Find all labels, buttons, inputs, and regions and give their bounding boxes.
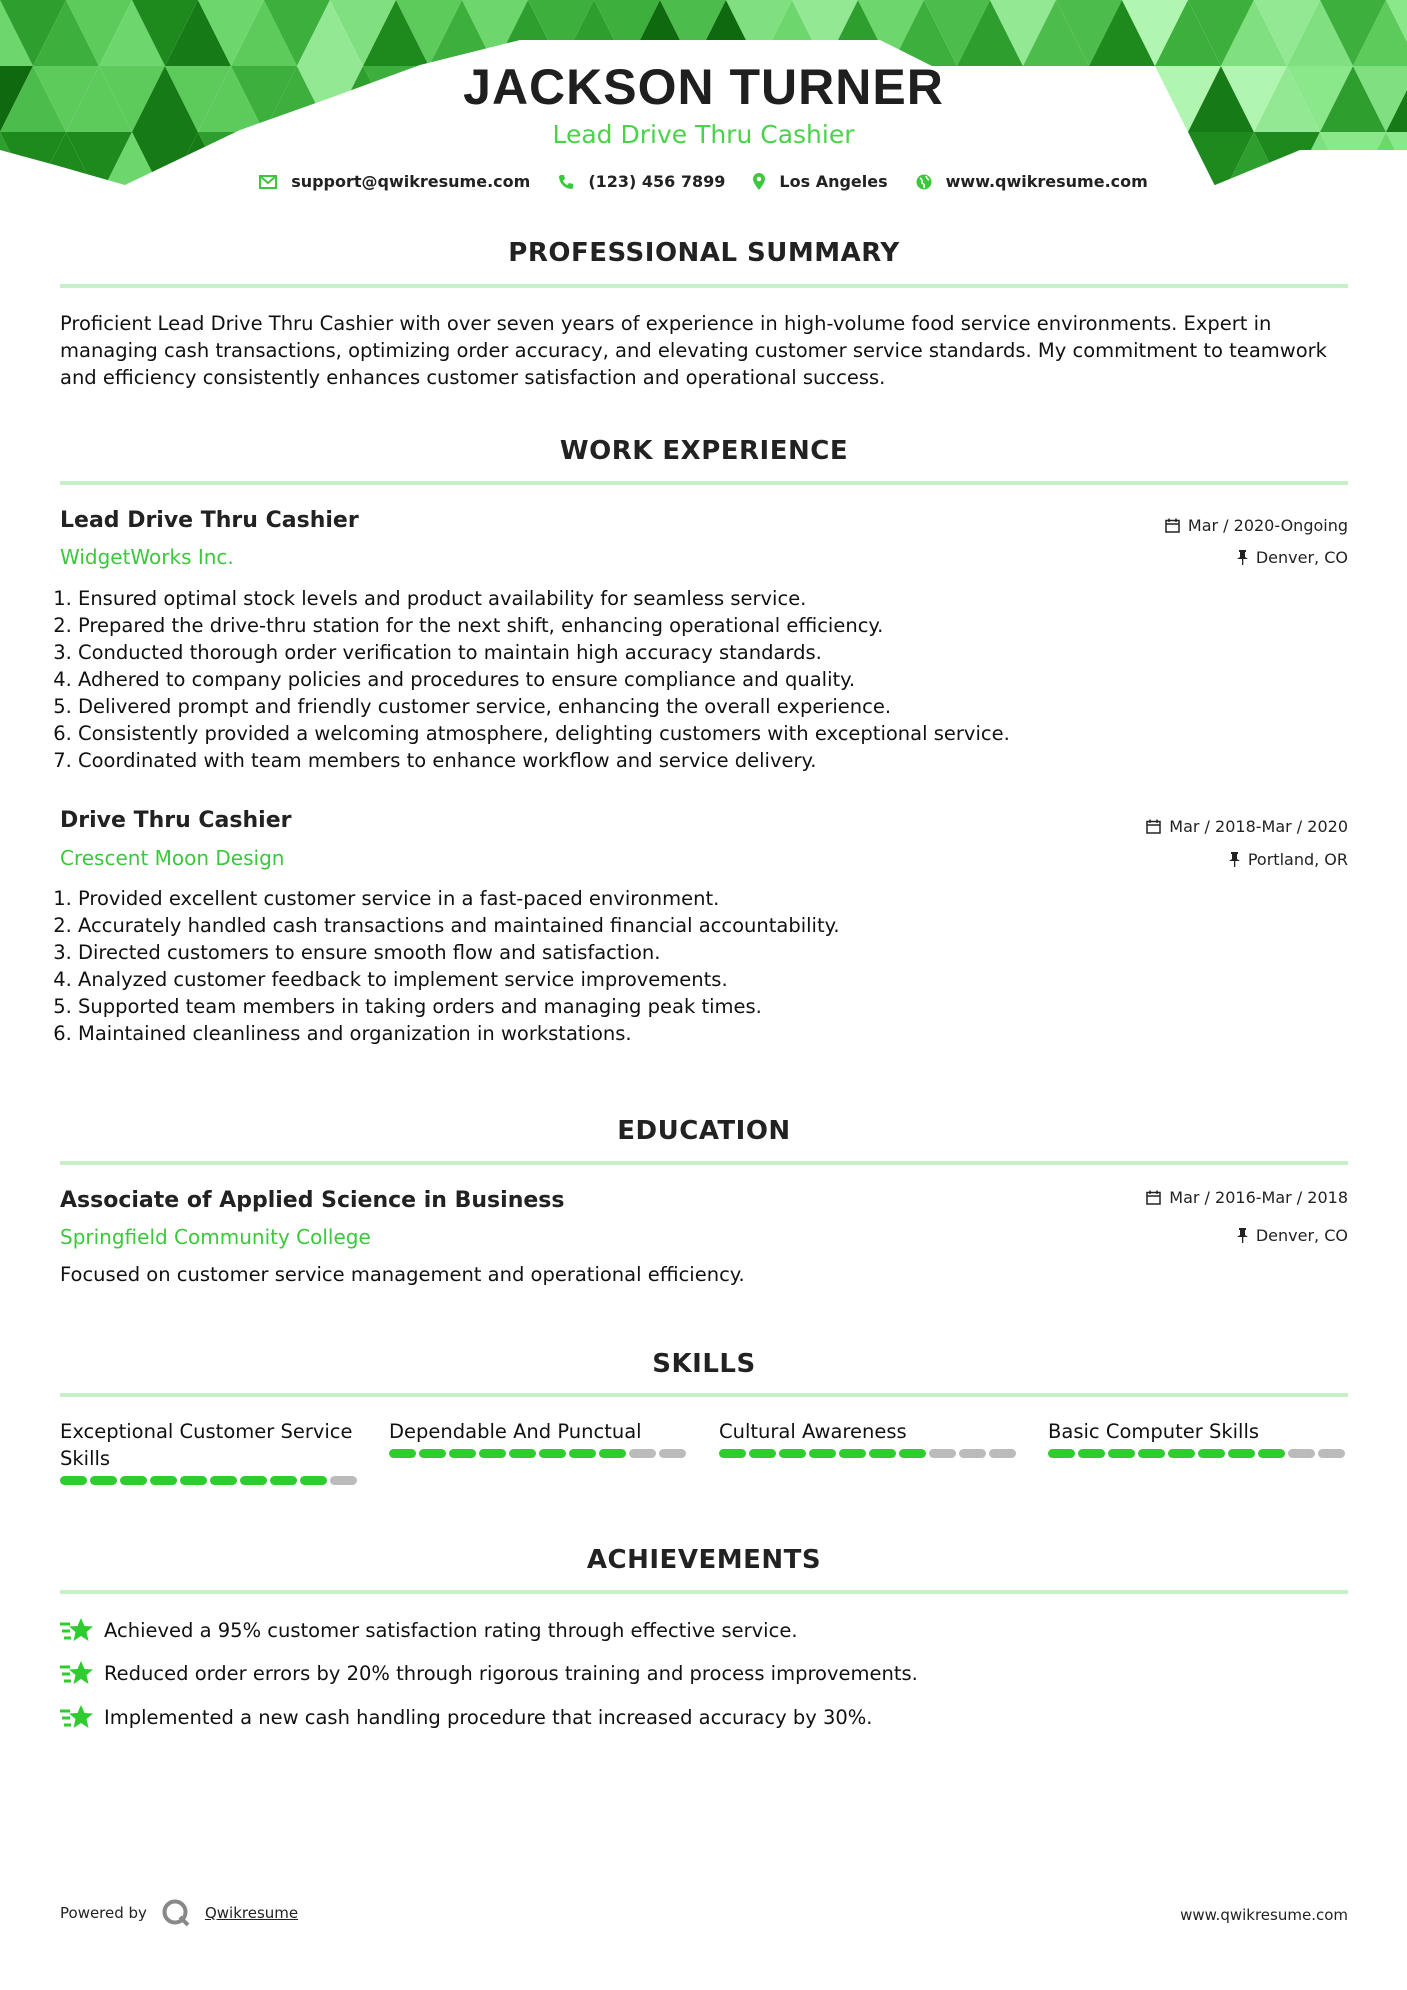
envelope-icon [259, 175, 277, 189]
summary-heading: PROFESSIONAL SUMMARY [508, 238, 900, 268]
skill-level-segment [1198, 1449, 1225, 1458]
candidate-name: JACKSON TURNER [463, 59, 944, 115]
skills-divider [60, 1393, 1348, 1397]
duty-item: 4. Adhered to company policies and procedures to ensure compliance and quality. [78, 666, 1328, 693]
skill-level-segment [749, 1449, 776, 1458]
skill-level-segment [839, 1449, 866, 1458]
contact-phone[interactable] [558, 172, 725, 191]
duty-item: 6. Consistently provided a welcoming atmosphere, delighting customers with exceptional service. [78, 720, 1328, 747]
phone-icon [558, 174, 574, 190]
skill-level-segment [150, 1476, 177, 1485]
skill-level-segment [1168, 1449, 1195, 1458]
pushpin-icon [1237, 1228, 1248, 1243]
skill-level-bar [719, 1449, 1019, 1458]
skill-item [389, 1418, 689, 1458]
achievement-item [60, 1616, 798, 1644]
achievements-heading: ACHIEVEMENTS [586, 1545, 822, 1575]
pushpin-icon [1237, 550, 1248, 565]
job-2-title: Drive Thru Cashier [60, 808, 292, 833]
skill-name: Basic Computer Skills [1048, 1420, 1260, 1443]
education-school: Springfield Community College [60, 1225, 371, 1249]
contact-email[interactable] [259, 172, 530, 191]
skill-level-segment [959, 1449, 986, 1458]
education-heading: EDUCATION [617, 1116, 791, 1146]
contact-website-text: www.qwikresume.com [945, 172, 1148, 191]
experience-divider [60, 481, 1348, 485]
skill-level-segment [1318, 1449, 1345, 1458]
education-description: Focused on customer service management and operational efficiency. [60, 1263, 745, 1286]
job-1-location [1237, 548, 1348, 567]
contact-phone-text: (123) 456 7899 [588, 172, 726, 191]
skill-level-segment [270, 1476, 297, 1485]
achievement-text: Achieved a 95% customer satisfaction rating through effective service. [104, 1618, 798, 1642]
duty-item: 3. Conducted thorough order verification to maintain high accuracy standards. [78, 639, 1328, 666]
skill-level-segment [869, 1449, 896, 1458]
duty-item: 2. Accurately handled cash transactions and maintained financial accountability. [78, 912, 1328, 939]
job-2-company: Crescent Moon Design [60, 846, 285, 870]
achievements-divider [60, 1590, 1348, 1594]
skill-level-segment [929, 1449, 956, 1458]
skill-level-segment [599, 1449, 626, 1458]
skill-level-segment [719, 1449, 746, 1458]
job-2-dates [1146, 817, 1348, 836]
summary-text: Proficient Lead Drive Thru Cashier with over seven years of experience in high-volume food service environments. Expert in managing cash transactions, optimizing order accuracy, and elevating customer service standards. My commitment to teamwork and efficiency consistently enhances customer satisfaction and operational success. [60, 312, 1327, 389]
star-speed-icon [60, 1616, 94, 1644]
powered-by-label: Powered by [60, 1904, 147, 1922]
job-1-duties [52, 585, 1328, 774]
achievement-item [60, 1659, 918, 1687]
contact-location [753, 172, 887, 191]
skill-level-segment [569, 1449, 596, 1458]
skill-level-segment [300, 1476, 327, 1485]
job-2-location [1229, 850, 1348, 869]
skill-level-segment [509, 1449, 536, 1458]
skill-level-segment [1078, 1449, 1105, 1458]
duty-item: 6. Maintained cleanliness and organization in workstations. [78, 1020, 1328, 1047]
skill-level-segment [180, 1476, 207, 1485]
duty-item: 3. Directed customers to ensure smooth flow and satisfaction. [78, 939, 1328, 966]
skill-level-segment [1288, 1449, 1315, 1458]
job-1-location-text: Denver, CO [1255, 548, 1348, 567]
skill-name: Cultural Awareness [719, 1420, 907, 1443]
duty-item: 5. Supported team members in taking orders and managing peak times. [78, 993, 1328, 1020]
summary-divider [60, 284, 1348, 288]
skill-level-bar [60, 1476, 360, 1485]
globe-icon [916, 174, 932, 190]
calendar-icon [1146, 819, 1161, 834]
education-divider [60, 1161, 1348, 1165]
education-location [1237, 1226, 1348, 1245]
skill-level-segment [809, 1449, 836, 1458]
achievement-text: Implemented a new cash handling procedure that increased accuracy by 30%. [104, 1705, 873, 1729]
skill-level-segment [899, 1449, 926, 1458]
education-dates-text: Mar / 2016-Mar / 2018 [1169, 1188, 1348, 1207]
footer-url[interactable]: www.qwikresume.com [1180, 1906, 1348, 1924]
education-location-text: Denver, CO [1255, 1226, 1348, 1245]
duty-item: 4. Analyzed customer feedback to implement service improvements. [78, 966, 1328, 993]
skill-level-segment [389, 1449, 416, 1458]
duty-item: 1. Ensured optimal stock levels and product availability for seamless service. [78, 585, 1328, 612]
skill-name: Exceptional Customer Service Skills [60, 1420, 353, 1470]
calendar-icon [1146, 1190, 1161, 1205]
job-2-dates-text: Mar / 2018-Mar / 2020 [1169, 817, 1348, 836]
skill-item [60, 1418, 360, 1485]
skill-level-segment [419, 1449, 446, 1458]
contact-bar [0, 172, 1407, 191]
job-2-duties [52, 885, 1328, 1047]
candidate-title: Lead Drive Thru Cashier [552, 120, 855, 149]
skill-level-segment [60, 1476, 87, 1485]
skill-level-bar [1048, 1449, 1348, 1458]
star-speed-icon [60, 1703, 94, 1731]
duty-item: 1. Provided excellent customer service in a fast-paced environment. [78, 885, 1328, 912]
duty-item: 2. Prepared the drive-thru station for the next shift, enhancing operational efficiency. [78, 612, 1328, 639]
calendar-icon [1165, 518, 1180, 533]
qwikresume-logo-icon [161, 1898, 191, 1928]
skill-item [719, 1418, 1019, 1458]
skill-level-segment [659, 1449, 686, 1458]
skill-level-segment [1138, 1449, 1165, 1458]
achievement-text: Reduced order errors by 20% through rigorous training and process improvements. [104, 1661, 918, 1685]
job-1-dates-text: Mar / 2020-Ongoing [1187, 516, 1348, 535]
skill-level-segment [779, 1449, 806, 1458]
skill-level-segment [1258, 1449, 1285, 1458]
contact-location-text: Los Angeles [779, 172, 888, 191]
skill-level-segment [449, 1449, 476, 1458]
achievement-item [60, 1703, 873, 1731]
duty-item: 7. Coordinated with team members to enhance workflow and service delivery. [78, 747, 1328, 774]
job-1-company: WidgetWorks Inc. [60, 545, 234, 569]
star-speed-icon [60, 1659, 94, 1687]
duty-item: 5. Delivered prompt and friendly customer service, enhancing the overall experience. [78, 693, 1328, 720]
skill-level-segment [989, 1449, 1016, 1458]
skill-level-segment [210, 1476, 237, 1485]
job-1-title: Lead Drive Thru Cashier [60, 508, 359, 533]
footer-powered-by [60, 1898, 298, 1928]
skill-level-segment [330, 1476, 357, 1485]
contact-email-text: support@qwikresume.com [291, 172, 531, 191]
map-marker-icon [753, 173, 765, 190]
job-1-dates [1165, 516, 1348, 535]
skills-heading: SKILLS [652, 1349, 756, 1379]
skill-level-segment [1108, 1449, 1135, 1458]
skill-level-segment [1048, 1449, 1075, 1458]
skill-name: Dependable And Punctual [389, 1420, 642, 1443]
experience-heading: WORK EXPERIENCE [559, 436, 849, 466]
pushpin-icon [1229, 852, 1240, 867]
skill-level-segment [629, 1449, 656, 1458]
skill-level-segment [240, 1476, 267, 1485]
skill-level-segment [479, 1449, 506, 1458]
skill-item [1048, 1418, 1348, 1458]
contact-website[interactable] [916, 172, 1148, 191]
education-degree: Associate of Applied Science in Business [60, 1188, 565, 1213]
skill-level-segment [539, 1449, 566, 1458]
qwikresume-link[interactable]: Qwikresume [204, 1904, 299, 1922]
education-dates [1146, 1188, 1348, 1207]
skill-level-segment [90, 1476, 117, 1485]
skill-level-bar [389, 1449, 689, 1458]
skill-level-segment [120, 1476, 147, 1485]
skill-level-segment [1228, 1449, 1255, 1458]
job-2-location-text: Portland, OR [1247, 850, 1348, 869]
